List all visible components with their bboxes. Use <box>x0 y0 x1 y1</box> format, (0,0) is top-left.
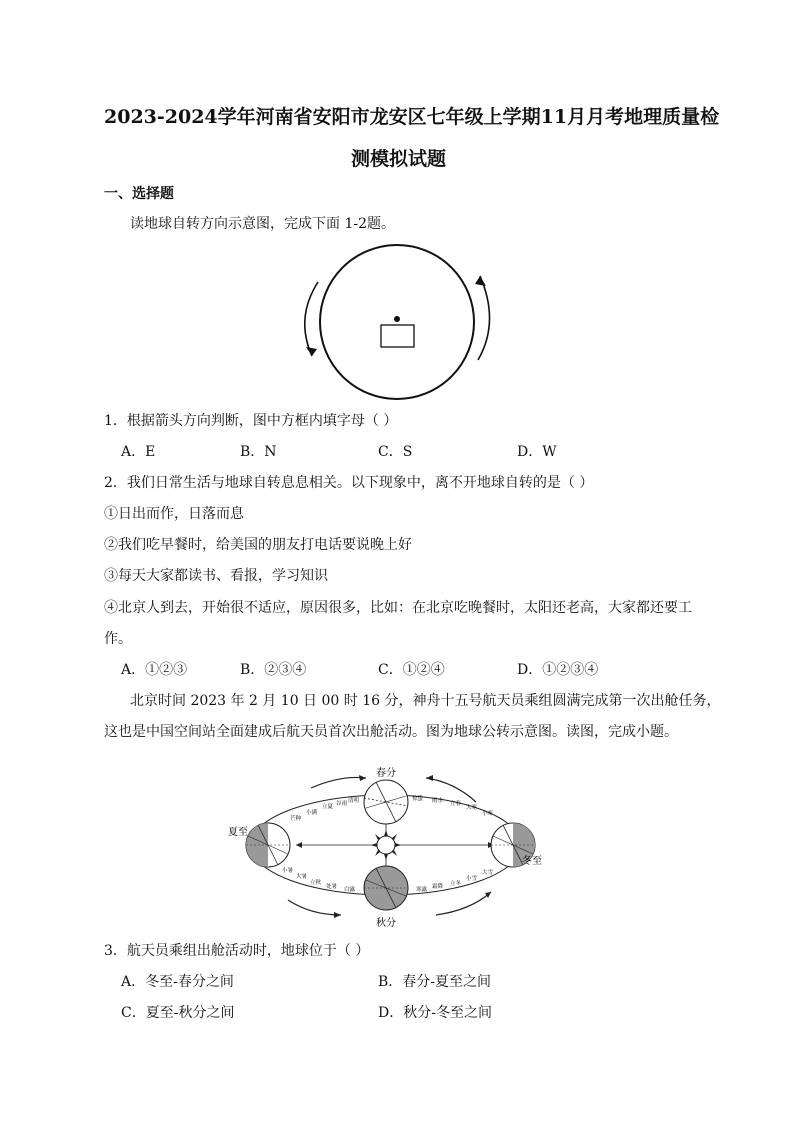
term-br-0: 寒露 <box>416 887 428 893</box>
page-title: 2023-2024学年河南省安阳市龙安区七年级上学期11月月考地理质量检 <box>104 106 720 128</box>
q1-option-b[interactable]: B．N <box>240 444 277 460</box>
term-tl-4: 清明 <box>348 798 360 804</box>
revolution-diagram <box>226 760 546 930</box>
q1-option-d[interactable]: D．W <box>517 444 557 460</box>
right-arrow <box>478 276 490 360</box>
pole-dot <box>394 316 400 322</box>
term-bl-4: 白露 <box>344 887 356 893</box>
page-title-continued: 测模拟试题 <box>351 148 447 170</box>
right-arrowhead <box>475 276 486 286</box>
q2-item-1: ①日出而作，日落而息 <box>104 506 244 522</box>
term-br-1: 霜降 <box>432 884 444 890</box>
q2-option-a[interactable]: A．①②③ <box>121 662 188 678</box>
q2-item-4-continued: 作。 <box>104 631 132 647</box>
q1-option-a[interactable]: A．E <box>121 444 156 460</box>
q2-option-d[interactable]: D．①②③④ <box>517 662 599 678</box>
label-spring-equinox: 春分 <box>376 768 396 779</box>
left-arrowhead <box>306 347 317 356</box>
term-br-3: 小雪 <box>466 876 478 882</box>
term-tl-1: 小满 <box>306 810 318 816</box>
earth-spring-equinox <box>364 780 408 824</box>
sun-icon <box>371 830 401 860</box>
q2-option-c[interactable]: C．①②④ <box>378 662 445 678</box>
q2-item-4: ④北京人到去，开始很不适应，原因很多，比如：在北京吃晚餐时，太阳还老高，大家都还要工 <box>104 600 692 616</box>
intro-text-2-line-2: 这也是中国空间站全面建成后航天员首次出舱活动。图为地球公转示意图。读图，完成小题。 <box>104 724 678 740</box>
term-tr-4: 小寒 <box>482 811 494 817</box>
q3-option-c[interactable]: C．夏至-秋分之间 <box>121 1005 235 1021</box>
term-tl-3: 谷雨 <box>336 801 348 807</box>
term-bl-1: 大暑 <box>296 874 308 880</box>
term-bl-3: 处暑 <box>326 884 338 890</box>
orbit-arrow-top-left <box>311 777 366 788</box>
question-3-stem: 3．航天员乘组出舱活动时，地球位于（ ） <box>104 943 370 959</box>
label-summer-solstice: 夏至 <box>228 827 248 838</box>
left-arrow <box>305 282 318 356</box>
term-br-2: 立冬 <box>450 881 462 887</box>
q3-option-b[interactable]: B．春分-夏至之间 <box>378 974 492 990</box>
earth-autumn-equinox <box>364 866 408 910</box>
term-bl-2: 立秋 <box>310 880 322 886</box>
orbit-arrow-bottom-right <box>436 892 491 915</box>
q2-option-b[interactable]: B．②③④ <box>240 662 307 678</box>
question-1-stem: 1．根据箭头方向判断，图中方框内填字母（ ） <box>104 413 398 429</box>
q2-item-2: ②我们吃早餐时，给美国的朋友打电话要说晚上好 <box>104 537 412 553</box>
intro-text-1: 读地球自转方向示意图，完成下面 1-2题。 <box>130 216 395 232</box>
label-autumn-equinox: 秋分 <box>376 918 396 929</box>
section-heading: 一、选择题 <box>104 186 174 202</box>
term-tr-1: 雨水 <box>432 798 444 804</box>
q2-item-3: ③每天大家都读书、看报，学习知识 <box>104 568 328 584</box>
q1-option-c[interactable]: C．S <box>378 444 413 460</box>
answer-box <box>381 325 414 347</box>
term-tr-3: 大寒 <box>466 805 478 811</box>
q3-option-a[interactable]: A．冬至-春分之间 <box>121 974 234 990</box>
term-tr-0: 惊蛰 <box>412 796 424 802</box>
label-winter-solstice: 冬至 <box>522 856 542 867</box>
term-bl-0: 小暑 <box>282 868 294 874</box>
term-br-4: 大雪 <box>482 870 494 876</box>
rotation-diagram <box>290 238 500 408</box>
term-tr-2: 立春 <box>450 801 462 807</box>
term-tl-2: 立夏 <box>322 804 334 810</box>
q3-option-d[interactable]: D．秋分-冬至之间 <box>378 1005 492 1021</box>
question-2-stem: 2．我们日常生活与地球自转息息相关。以下现象中，离不开地球自转的是（ ） <box>104 475 594 491</box>
orbit-arrow-bottom-left <box>288 900 341 915</box>
intro-text-2-line-1: 北京时间 2023 年 2 月 10 日 00 时 16 分，神舟十五号航天员乘组圆满完成第一次出舱任务， <box>130 693 721 709</box>
earth-summer-solstice <box>246 823 290 867</box>
term-tl-0: 芒种 <box>290 816 302 822</box>
